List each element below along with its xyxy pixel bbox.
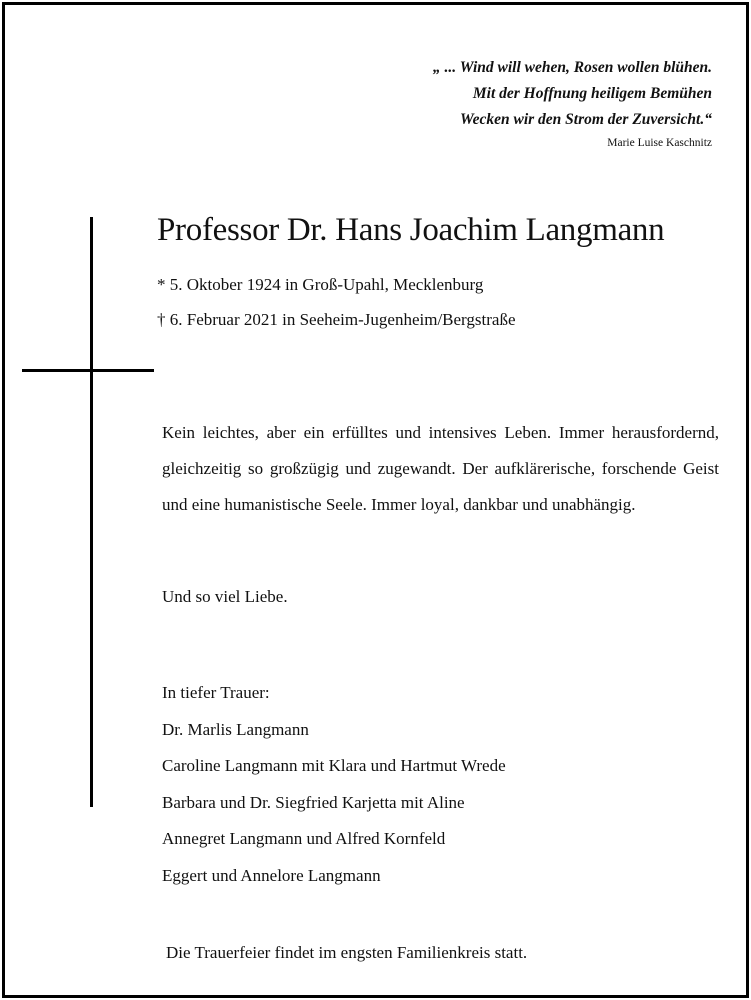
quote-line-3: Wecken wir den Strom der Zuversicht.“: [459, 111, 712, 128]
life-dates: [157, 267, 516, 337]
tribute-text: [162, 415, 719, 523]
deceased-name: Professor Dr. Hans Joachim Langmann: [157, 212, 665, 248]
cross-vertical-bar: [90, 217, 93, 807]
mourner-name: Barbara und Dr. Siegfried Karjetta mit Aline: [162, 792, 465, 812]
mourners-heading: In tiefer Trauer:: [162, 683, 270, 702]
mourner-name: Dr. Marlis Langmann: [162, 719, 309, 739]
epigraph-quote: [292, 55, 712, 133]
tribute-closing: Und so viel Liebe.: [162, 587, 288, 606]
quote-line-2: Mit der Hoffnung heiligem Bemühen: [472, 85, 712, 102]
funeral-note: Die Trauerfeier findet im engsten Familienkreis statt.: [166, 943, 528, 962]
tribute-paragraph: Kein leichtes, aber ein erfülltes und intensives Leben. Immer herausfordernd, gleichzeitig so großzügig und zugewandt. Der aufklärerische, forschende Geist und eine humanistische Seele. Immer loyal, dankbar und unabhängig.: [162, 423, 719, 514]
mourner-name: Eggert und Annelore Langmann: [162, 865, 381, 885]
quote-line-1: „ ... Wind will wehen, Rosen wollen blühen.: [432, 59, 712, 76]
mourners-list: [162, 675, 506, 894]
quote-author: Marie Luise Kaschnitz: [607, 137, 712, 149]
birth-date: * 5. Oktober 1924 in Groß-Upahl, Mecklenburg: [157, 275, 484, 294]
obituary-frame: [2, 2, 749, 998]
mourner-name: Caroline Langmann mit Klara und Hartmut Wrede: [162, 756, 506, 775]
cross-horizontal-bar: [22, 369, 154, 372]
death-date: † 6. Februar 2021 in Seeheim-Jugenheim/Bergstraße: [157, 310, 516, 329]
mourner-name: Annegret Langmann und Alfred Kornfeld: [162, 829, 446, 848]
